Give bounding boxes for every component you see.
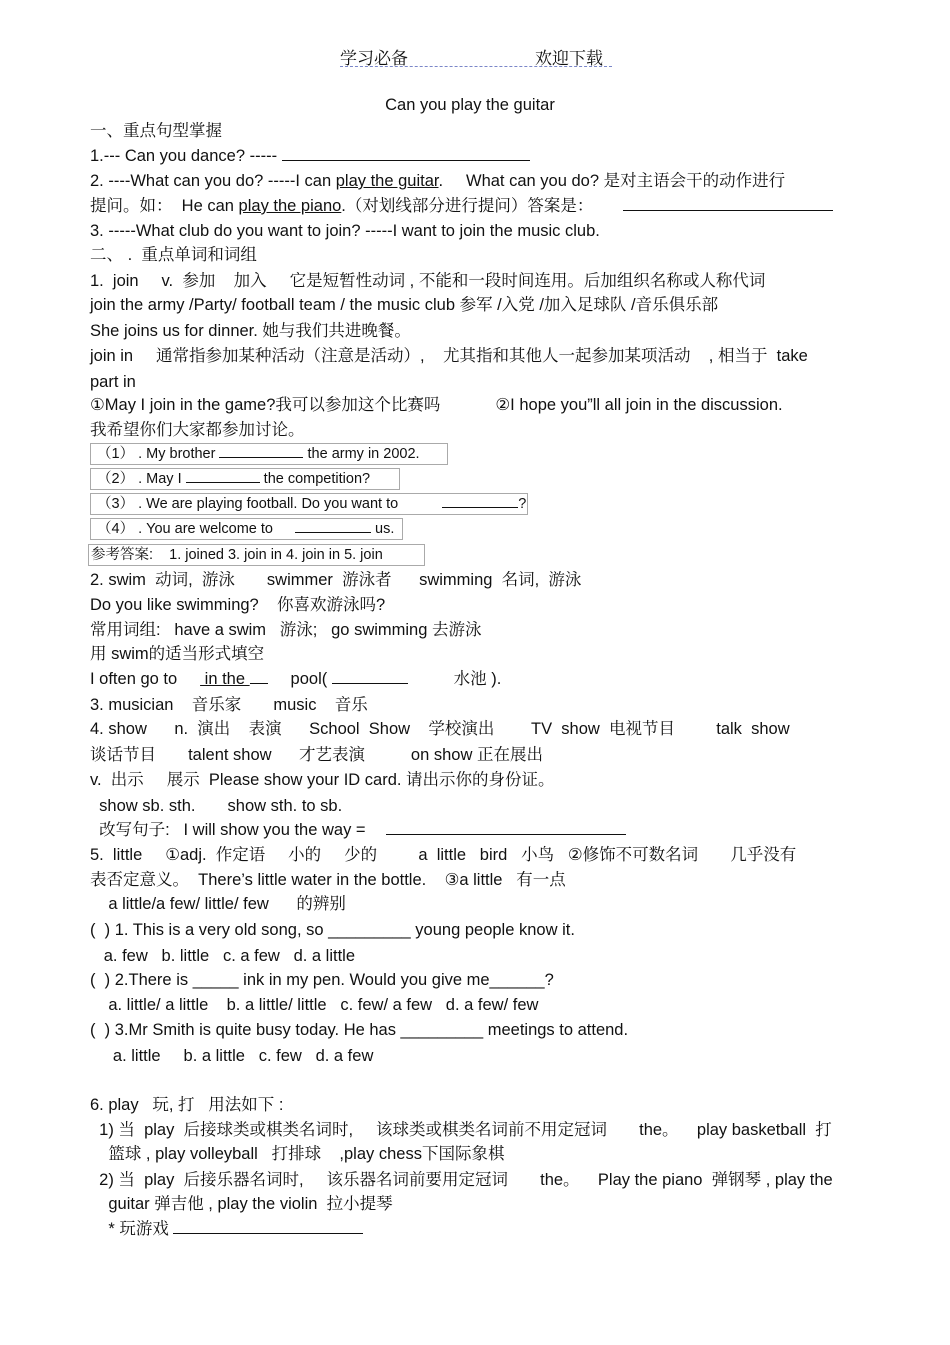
word-join-6: ①May I join in the game?我可以参加这个比赛吗 ②I hope you”ll all join in the discussion. bbox=[90, 396, 783, 414]
word-join-2: join the army /Party/ football team / the music club 参军 /入党 /加入足球队 /音乐俱乐部 bbox=[90, 296, 719, 314]
word-play-1: 6. play 玩, 打 用法如下 : bbox=[90, 1096, 284, 1114]
word-swim-4: 用 swim的适当形式填空 bbox=[90, 645, 265, 663]
section-2-heading: 二、 . 重点单词和词组 bbox=[90, 246, 257, 264]
header-left: 学习必备 bbox=[340, 49, 408, 68]
word-join-4: join in 通常指参加某种活动（注意是活动）, 尤其指和其他人一起参加某项活动 , 相当于 take bbox=[90, 347, 808, 365]
quiz-1: ( ) 1. This is a very old song, so _________ young people know it. bbox=[90, 921, 575, 939]
word-swim-1: 2. swim 动词, 游泳 swimmer 游泳者 swimming 名词, 游泳 bbox=[90, 571, 582, 589]
page-title: Can you play the guitar bbox=[385, 96, 555, 114]
word-play-2: 1) 当 play 后接球类或棋类名词时, 该球类或棋类名词前不用定冠词 the。 play basketball 打 bbox=[90, 1121, 832, 1139]
word-musician: 3. musician 音乐家 music 音乐 bbox=[90, 696, 368, 714]
quiz-2-options: a. little/ a little b. a little/ little c. few/ a few d. a few/ few bbox=[90, 996, 539, 1014]
header-right: 欢迎下载 bbox=[535, 49, 603, 68]
word-show-1: 4. show n. 演出 表演 School Show 学校演出 TV show 电视节目 talk show bbox=[90, 720, 790, 738]
word-show-2: 谈话节目 talent show 才艺表演 on show 正在展出 bbox=[90, 746, 543, 764]
word-play-6: * 玩游戏 bbox=[90, 1218, 363, 1240]
exercise-3: （3） . We are playing football. Do you want to ? bbox=[90, 493, 528, 515]
word-play-3: 篮球 , play volleyball 打排球 ,play chess下国际象棋 bbox=[90, 1145, 505, 1163]
exercise-4: （4） . You are welcome to us. bbox=[90, 518, 403, 540]
answer-blank[interactable] bbox=[295, 519, 371, 533]
word-join-1: 1. join v. 参加 加入 它是短暂性动词 , 不能和一段时间连用。后加组织名称或人称代词 bbox=[90, 272, 766, 290]
answer-blank[interactable] bbox=[282, 145, 530, 161]
word-swim-3: 常用词组: have a swim 游泳; go swimming 去游泳 bbox=[90, 621, 482, 639]
word-little-2: 表否定意义。 There’s little water in the bottle. ③a little 有一点 bbox=[90, 871, 566, 889]
exercise-2: （2） . May I the competition? bbox=[90, 468, 400, 490]
word-little-3: a little/a few/ little/ few 的辨别 bbox=[90, 895, 346, 913]
sentence-2: 2. ----What can you do? -----I can play the guitar. What can you do? 是对主语会干的动作进行 bbox=[90, 172, 786, 190]
word-join-5: part in bbox=[90, 373, 136, 391]
word-swim-5: I often go to in the pool( 水池 ). bbox=[90, 670, 502, 688]
answer-blank[interactable] bbox=[623, 195, 833, 211]
answer-blank[interactable] bbox=[442, 494, 518, 508]
word-show-3: v. 出示 展示 Please show your ID card. 请出示你的身份证。 bbox=[90, 771, 555, 789]
answer-key: 参考答案: 1. joined 3. join in 4. join in 5. join bbox=[88, 544, 425, 566]
word-join-3: She joins us for dinner. 她与我们共进晚餐。 bbox=[90, 322, 411, 340]
quiz-1-options: a. few b. little c. a few d. a little bbox=[90, 947, 356, 965]
exercise-1: （1） . My brother the army in 2002. bbox=[90, 443, 448, 465]
answer-blank[interactable] bbox=[219, 444, 303, 458]
word-swim-2: Do you like swimming? 你喜欢游泳吗? bbox=[90, 596, 386, 614]
sentence-3: 3. -----What club do you want to join? -----I want to join the music club. bbox=[90, 222, 600, 240]
answer-blank[interactable] bbox=[250, 668, 268, 684]
answer-blank[interactable] bbox=[386, 819, 626, 835]
word-play-5: guitar 弹吉他 , play the violin 拉小提琴 bbox=[90, 1195, 393, 1213]
header-divider bbox=[340, 66, 612, 67]
word-show-5: 改写句子: I will show you the way = bbox=[90, 819, 626, 841]
word-play-4: 2) 当 play 后接乐器名词时, 该乐器名词前要用定冠词 the。 Play the piano 弹钢琴 , play the bbox=[90, 1171, 833, 1189]
answer-blank[interactable] bbox=[332, 668, 408, 684]
word-little-1: 5. little ①adj. 作定语 小的 少的 a little bird 小鸟 ②修饰不可数名词 几乎没有 bbox=[90, 846, 797, 864]
section-1-heading: 一、重点句型掌握 bbox=[90, 122, 222, 140]
quiz-3-options: a. little b. a little c. few d. a few bbox=[90, 1047, 374, 1065]
answer-blank[interactable] bbox=[173, 1218, 363, 1234]
sentence-1: 1.--- Can you dance? ----- bbox=[90, 145, 530, 167]
answer-blank[interactable] bbox=[186, 469, 260, 483]
sentence-2-cont: 提问。如： He can play the piano.（对划线部分进行提问）答案是： bbox=[90, 195, 833, 217]
word-join-7: 我希望你们大家都参加讨论。 bbox=[90, 421, 305, 439]
quiz-2: ( ) 2.There is _____ ink in my pen. Would you give me______? bbox=[90, 971, 554, 989]
quiz-3: ( ) 3.Mr Smith is quite busy today. He has _________ meetings to attend. bbox=[90, 1021, 629, 1039]
word-show-4: show sb. sth. show sth. to sb. bbox=[90, 797, 343, 815]
